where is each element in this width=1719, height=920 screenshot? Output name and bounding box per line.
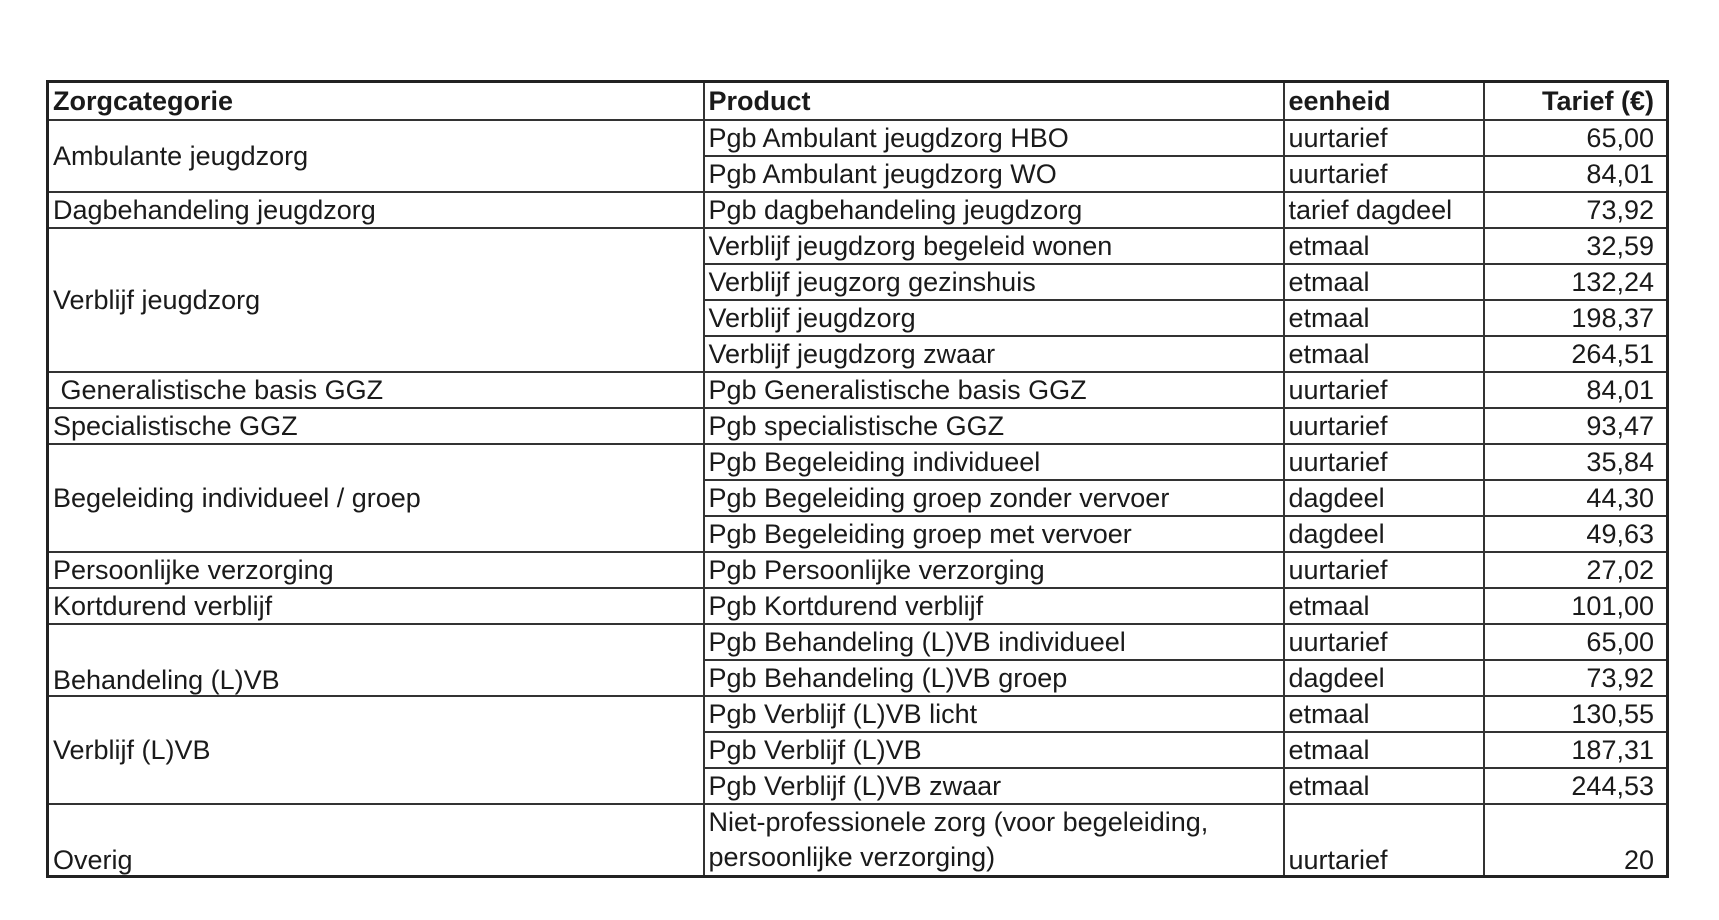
product-cell: Niet-professionele zorg (voor begeleiding, persoonlijke verzorging) xyxy=(704,804,1284,877)
tariff-cell: 132,24 xyxy=(1484,264,1668,300)
table-row xyxy=(48,120,1668,156)
product-cell: Pgb Persoonlijke verzorging xyxy=(704,552,1284,588)
category-cell: Dagbehandeling jeugdzorg xyxy=(48,192,704,228)
table-row xyxy=(48,552,1668,588)
category-cell: Kortdurend verblijf xyxy=(48,588,704,624)
unit-cell: uurtarief xyxy=(1284,624,1484,660)
product-cell: Pgb Begeleiding groep zonder vervoer xyxy=(704,480,1284,516)
category-cell: Verblijf jeugdzorg xyxy=(48,228,704,372)
unit-cell: dagdeel xyxy=(1284,480,1484,516)
unit-cell: tarief dagdeel xyxy=(1284,192,1484,228)
unit-cell: uurtarief xyxy=(1284,444,1484,480)
product-cell: Pgb Begeleiding groep met vervoer xyxy=(704,516,1284,552)
header-row xyxy=(48,82,1668,121)
product-cell: Pgb Generalistische basis GGZ xyxy=(704,372,1284,408)
tariff-cell: 32,59 xyxy=(1484,228,1668,264)
unit-cell: uurtarief xyxy=(1284,804,1484,877)
table-row xyxy=(48,624,1668,660)
product-cell: Pgb Verblijf (L)VB zwaar xyxy=(704,768,1284,804)
unit-cell: etmaal xyxy=(1284,264,1484,300)
unit-cell: etmaal xyxy=(1284,768,1484,804)
header-product: Product xyxy=(704,82,1284,121)
product-cell: Pgb Behandeling (L)VB groep xyxy=(704,660,1284,696)
unit-cell: uurtarief xyxy=(1284,552,1484,588)
unit-cell: etmaal xyxy=(1284,228,1484,264)
tariff-cell: 65,00 xyxy=(1484,624,1668,660)
unit-cell: etmaal xyxy=(1284,336,1484,372)
category-cell: Verblijf (L)VB xyxy=(48,696,704,804)
product-cell: Pgb Ambulant jeugdzorg WO xyxy=(704,156,1284,192)
category-cell: Ambulante jeugdzorg xyxy=(48,120,704,192)
header-tariff: Tarief (€) xyxy=(1484,82,1668,121)
tariff-cell: 187,31 xyxy=(1484,732,1668,768)
product-cell: Pgb Ambulant jeugdzorg HBO xyxy=(704,120,1284,156)
table-row xyxy=(48,372,1668,408)
tariff-cell: 20 xyxy=(1484,804,1668,877)
tariff-table xyxy=(46,80,1669,878)
tariff-cell: 264,51 xyxy=(1484,336,1668,372)
unit-cell: uurtarief xyxy=(1284,408,1484,444)
tariff-cell: 84,01 xyxy=(1484,372,1668,408)
table-header xyxy=(48,82,1668,121)
unit-cell: etmaal xyxy=(1284,696,1484,732)
category-cell: Generalistische basis GGZ xyxy=(48,372,704,408)
tariff-cell: 84,01 xyxy=(1484,156,1668,192)
tariff-cell: 101,00 xyxy=(1484,588,1668,624)
table-row xyxy=(48,408,1668,444)
unit-cell: uurtarief xyxy=(1284,156,1484,192)
unit-cell: uurtarief xyxy=(1284,372,1484,408)
tariff-cell: 93,47 xyxy=(1484,408,1668,444)
unit-cell: etmaal xyxy=(1284,732,1484,768)
product-cell: Pgb specialistische GGZ xyxy=(704,408,1284,444)
tariff-cell: 27,02 xyxy=(1484,552,1668,588)
product-cell: Pgb Kortdurend verblijf xyxy=(704,588,1284,624)
tariff-cell: 73,92 xyxy=(1484,660,1668,696)
product-cell: Pgb Verblijf (L)VB licht xyxy=(704,696,1284,732)
category-cell: Persoonlijke verzorging xyxy=(48,552,704,588)
header-category: Zorgcategorie xyxy=(48,82,704,121)
category-cell: Overig xyxy=(48,804,704,877)
tariff-cell: 130,55 xyxy=(1484,696,1668,732)
table-row xyxy=(48,696,1668,732)
tariff-cell: 244,53 xyxy=(1484,768,1668,804)
tariff-cell: 44,30 xyxy=(1484,480,1668,516)
tariff-cell: 198,37 xyxy=(1484,300,1668,336)
category-cell: Behandeling (L)VB xyxy=(48,624,704,696)
tariff-cell: 49,63 xyxy=(1484,516,1668,552)
unit-cell: etmaal xyxy=(1284,300,1484,336)
product-cell: Pgb Begeleiding individueel xyxy=(704,444,1284,480)
product-cell: Verblijf jeugdzorg begeleid wonen xyxy=(704,228,1284,264)
product-cell: Verblijf jeugdzorg xyxy=(704,300,1284,336)
unit-cell: uurtarief xyxy=(1284,120,1484,156)
unit-cell: dagdeel xyxy=(1284,660,1484,696)
product-cell: Verblijf jeugzorg gezinshuis xyxy=(704,264,1284,300)
table-body xyxy=(48,120,1668,877)
header-unit: eenheid xyxy=(1284,82,1484,121)
category-cell: Specialistische GGZ xyxy=(48,408,704,444)
unit-cell: etmaal xyxy=(1284,588,1484,624)
category-cell: Begeleiding individueel / groep xyxy=(48,444,704,552)
unit-cell: dagdeel xyxy=(1284,516,1484,552)
table-row xyxy=(48,228,1668,264)
table-row xyxy=(48,444,1668,480)
table-row xyxy=(48,192,1668,228)
table-row xyxy=(48,804,1668,877)
product-cell: Verblijf jeugdzorg zwaar xyxy=(704,336,1284,372)
tariff-cell: 65,00 xyxy=(1484,120,1668,156)
product-cell: Pgb Behandeling (L)VB individueel xyxy=(704,624,1284,660)
tariff-cell: 35,84 xyxy=(1484,444,1668,480)
product-cell: Pgb Verblijf (L)VB xyxy=(704,732,1284,768)
tariff-cell: 73,92 xyxy=(1484,192,1668,228)
table-row xyxy=(48,588,1668,624)
product-cell: Pgb dagbehandeling jeugdzorg xyxy=(704,192,1284,228)
